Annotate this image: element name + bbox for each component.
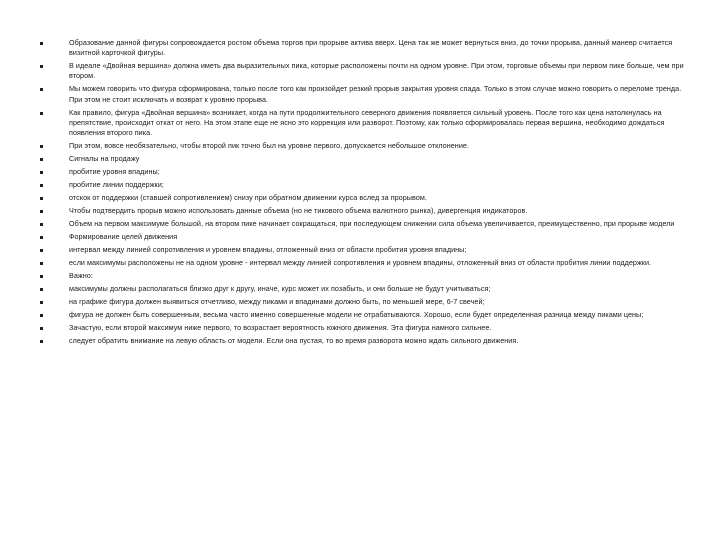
bullet-dot-icon [40,197,43,200]
bullet-text: В идеале «Двойная вершина» должна иметь два выразительных пика, которые расположены почти на одном уровне. При этом, торговые объемы при первом пике больше, чем при втором. [69,61,684,81]
bullet-list [40,38,690,349]
bullet-item [40,336,690,346]
bullet-item [40,61,690,81]
bullet-text: При этом, вовсе необязательно, чтобы второй пик точно был на уровне первого, допускается небольшое отклонение. [69,141,469,151]
bullet-text: Как правило, фигура «Двойная вершина» возникает, когда на пути продолжительного северного движения появляется сильный уровень. После того как цена натолкнулась на препятствие, происходит откат от него. На этом этапе еще не ясно это коррекция или разворот. Поэтому, как только сформировалась первая вершина, необходимо дождаться появления второго пика. [69,107,665,138]
bullet-item [40,180,690,190]
bullet-text: отскок от поддержки (ставшей сопротивлением) снизу при обратном движении курса вслед за прорывом. [69,193,427,203]
bullet-item [40,271,690,281]
bullet-item [40,219,690,229]
bullet-text: на графике фигура должен выявиться отчетливо, между пиками и впадинами должно быть, по меньшей мере, 6-7 свечей; [69,297,485,307]
bullet-text: Мы можем говорить что фигура сформирована, только после того как произойдет резкий прорыв закрытия уровня спада. Только в этом случае можно говорить о переломе тренда. При этом не стоит исключать и возврат к уровню прорыва. [69,84,682,104]
bullet-text: Чтобы подтвердить прорыв можно использовать данные объема (но не тикового объема валютного рынка), дивергенция индикаторов. [69,206,528,216]
bullet-item [40,284,690,294]
bullet-text: интервал между линией сопротивления и уровнем впадины, отложенный вниз от области пробития уровня впадины; [69,245,467,255]
bullet-dot-icon [40,275,43,278]
bullet-text: пробитие линии поддержки; [69,180,164,190]
bullet-dot-icon [40,42,43,45]
bullet-item [40,245,690,255]
bullet-dot-icon [40,262,43,265]
bullet-text: Объем на первом максимуме большой, на втором пике начинает сокращаться, при последующем снижении сила объема увеличивается, преимущественно, при прорыве модели [69,219,675,229]
bullet-item [40,323,690,333]
bullet-item [40,206,690,216]
bullet-item [40,141,690,151]
bullet-text: Важно: [69,271,93,281]
bullet-text: следует обратить внимание на левую область от модели. Если она пустая, то во время разворота можно ждать сильного движения. [69,336,519,346]
bullet-dot-icon [40,288,43,291]
bullet-dot-icon [40,327,43,330]
bullet-dot-icon [40,210,43,213]
bullet-dot-icon [40,249,43,252]
bullet-item [40,232,690,242]
bullet-dot-icon [40,301,43,304]
bullet-dot-icon [40,158,43,161]
bullet-item [40,310,690,320]
bullet-item [40,193,690,203]
bullet-text: Сигналы на продажу [69,154,140,164]
bullet-item [40,38,690,58]
bullet-text: Образование данной фигуры сопровождается ростом объема торгов при прорыве актива вверх. Цена так же может вернуться вниз, до точки прорыва, данный маневр считается визитной карточкой фигуры. [69,38,673,58]
bullet-item [40,167,690,177]
bullet-text: фигура не должен быть совершенным, весьма часто именно совершенные модели не отрабатываются. Хорошо, если будет определенная разница между пиками цены; [69,310,644,320]
bullet-dot-icon [40,340,43,343]
bullet-dot-icon [40,223,43,226]
bullet-dot-icon [40,145,43,148]
bullet-item [40,154,690,164]
bullet-dot-icon [40,184,43,187]
bullet-item [40,297,690,307]
bullet-item [40,108,690,139]
bullet-text: максимумы должны располагаться близко друг к другу, иначе, курс может их позабыть, и они больше не будут учитываться; [69,284,491,294]
bullet-dot-icon [40,112,43,115]
bullet-text: Зачастую, если второй максимум ниже первого, то возрастает вероятность южного движения. Эта фигура намного сильнее. [69,323,492,333]
bullet-dot-icon [40,171,43,174]
bullet-item [40,258,690,268]
bullet-text: пробитие уровня впадины; [69,167,160,177]
bullet-dot-icon [40,88,43,91]
bullet-text: если максимумы расположены не на одном уровне - интервал между линией сопротивления и уровнем впадины, отложенный вниз от области пробития линии поддержки. [69,258,652,268]
bullet-dot-icon [40,236,43,239]
bullet-dot-icon [40,314,43,317]
bullet-text: Формирование целей движения [69,232,178,242]
bullet-item [40,84,690,104]
bullet-dot-icon [40,65,43,68]
